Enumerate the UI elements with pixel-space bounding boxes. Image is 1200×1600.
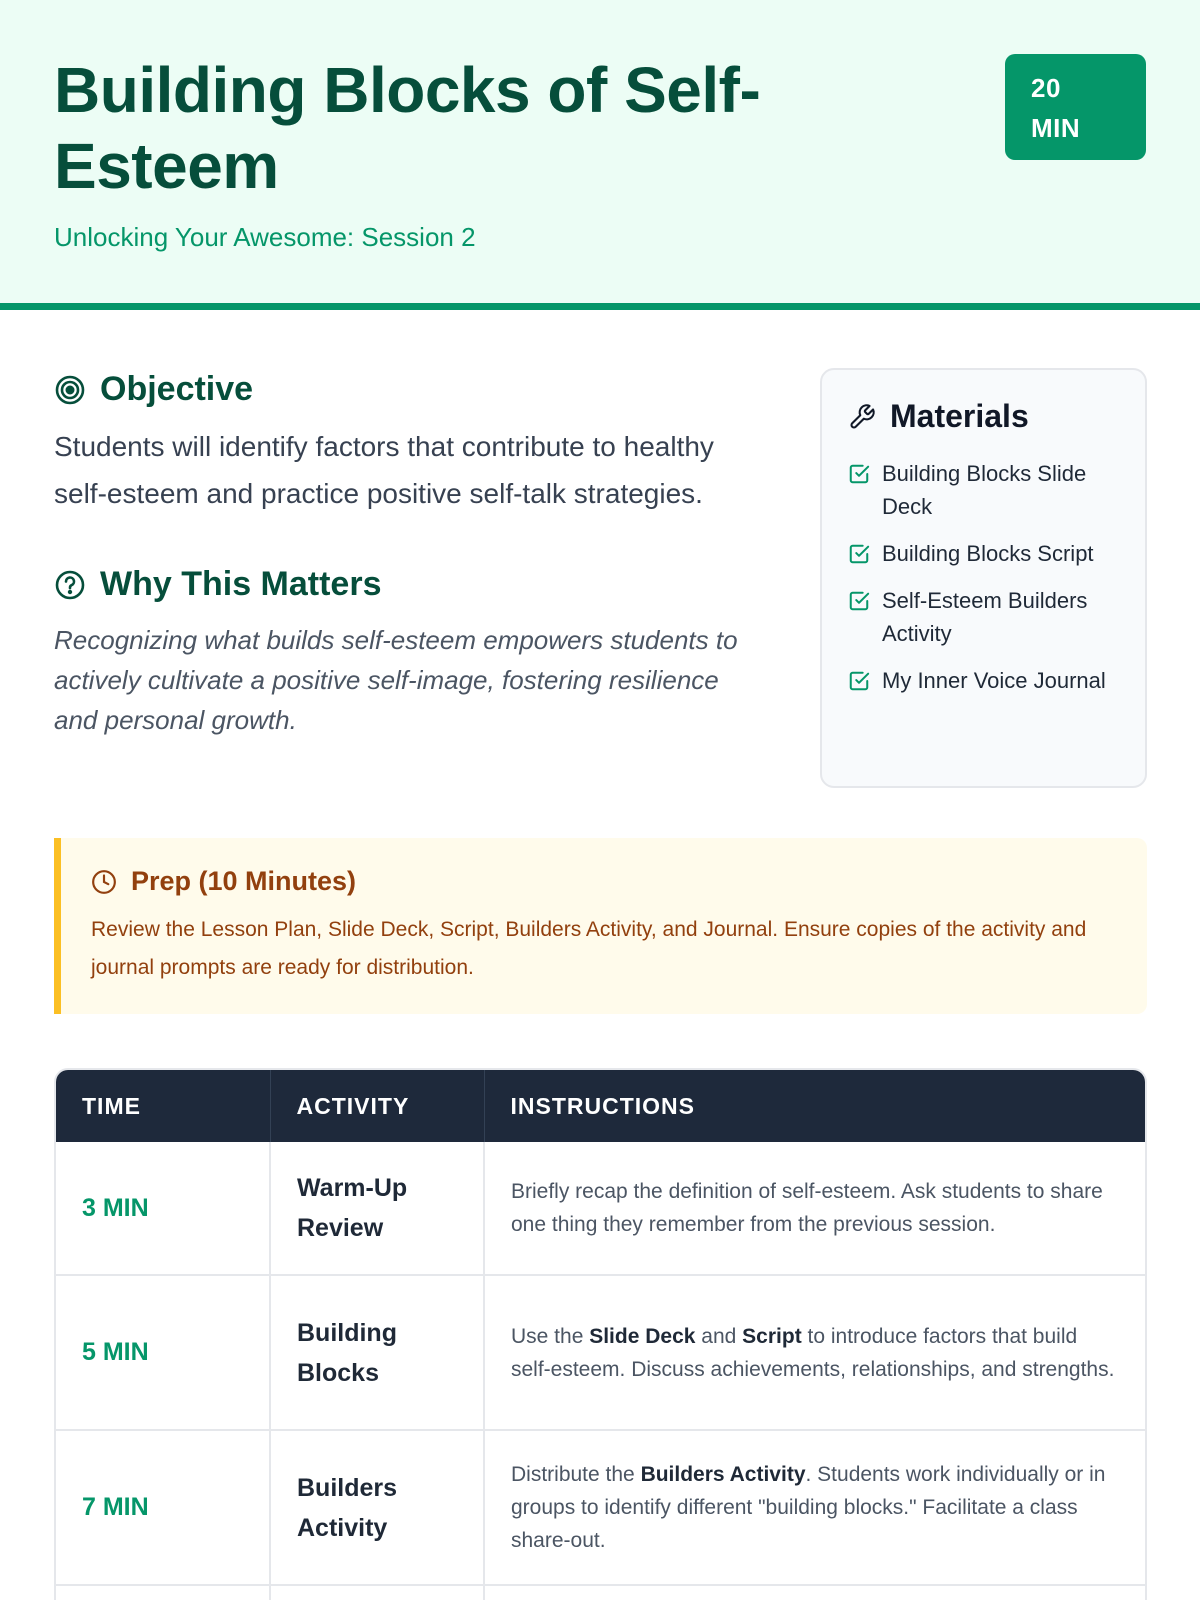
prep-heading-label: Prep (10 Minutes): [131, 866, 357, 896]
page-title: Building Blocks of Self-Esteem: [54, 54, 761, 202]
table-header-row: [56, 1070, 1145, 1142]
duration-badge: [1005, 54, 1146, 160]
material-item: [848, 584, 1119, 650]
time-cell: [56, 1585, 270, 1600]
materials-list: [848, 457, 1119, 697]
table-row: [56, 1585, 1145, 1600]
material-item: [848, 537, 1119, 570]
prep-callout: [54, 838, 1147, 1014]
table-row: [56, 1275, 1145, 1430]
activity-cell: Building Blocks: [270, 1275, 484, 1430]
checkbox-icon: [848, 590, 870, 612]
material-item: [848, 457, 1119, 523]
materials-card: [820, 368, 1147, 788]
target-icon: [54, 374, 86, 406]
instructions-cell: Use the Slide Deck and Script to introduce factors that build self-esteem. Discuss achievements, relationships, and strengths.: [484, 1275, 1145, 1430]
instruction-emphasis: Script: [742, 1324, 802, 1348]
checkbox-icon: [848, 543, 870, 565]
checkbox-icon: [848, 463, 870, 485]
materials-heading: [848, 398, 1119, 435]
instruction-emphasis: Builders Activity: [640, 1463, 806, 1486]
duration-unit: MIN: [1031, 113, 1081, 143]
column-header-instructions: INSTRUCTIONS: [484, 1070, 1145, 1142]
column-header-activity: ACTIVITY: [270, 1070, 484, 1142]
material-item-label: Building Blocks Script: [882, 541, 1094, 566]
time-cell: 7 MIN: [56, 1430, 270, 1585]
instructions-cell: Briefly recap the definition of self-esteem. Ask students to share one thing they remember from the previous session.: [484, 1142, 1145, 1275]
objective-text: Students will identify factors that contribute to healthy self-esteem and practice positive self-talk strategies.: [54, 431, 714, 509]
prep-text: Review the Lesson Plan, Slide Deck, Script, Builders Activity, and Journal. Ensure copies of the activity and journal prompts are ready for distribution.: [91, 918, 1087, 979]
activity-cell: Builders Activity: [270, 1430, 484, 1585]
overview-column: [54, 370, 754, 740]
column-header-time: TIME: [56, 1070, 270, 1142]
objective-heading-label: Objective: [100, 370, 254, 408]
material-item-label: My Inner Voice Journal: [882, 668, 1106, 693]
activity-cell: [270, 1585, 484, 1600]
clock-icon: [91, 869, 117, 895]
wrench-icon: [848, 403, 876, 431]
prep-heading: [91, 866, 1117, 897]
instruction-emphasis: Slide Deck: [589, 1324, 696, 1348]
lesson-header: [0, 0, 1200, 310]
instructions-cell: [484, 1585, 1145, 1600]
objective-heading: [54, 370, 754, 409]
duration-number: 20: [1031, 73, 1061, 103]
table-row: [56, 1142, 1145, 1275]
why-heading: [54, 565, 754, 604]
why-text: Recognizing what builds self-esteem empowers students to actively cultivate a positive self-image, fostering resilience and personal growth.: [54, 625, 738, 735]
time-cell: 3 MIN: [56, 1142, 270, 1275]
instructions-cell: Distribute the Builders Activity. Students work individually or in groups to identify different "building blocks." Facilitate a class share-out.: [484, 1430, 1145, 1585]
question-circle-icon: [54, 569, 86, 601]
material-item-label: Self-Esteem Builders Activity: [882, 588, 1088, 646]
material-item: [848, 664, 1119, 697]
page-subtitle: Unlocking Your Awesome: Session 2: [54, 222, 476, 252]
why-heading-label: Why This Matters: [100, 565, 382, 603]
checkbox-icon: [848, 670, 870, 692]
material-item-label: Building Blocks Slide Deck: [882, 461, 1087, 519]
table-row: [56, 1430, 1145, 1585]
schedule-table: [54, 1068, 1147, 1600]
activity-cell: Warm-Up Review: [270, 1142, 484, 1275]
materials-heading-label: Materials: [890, 398, 1029, 434]
time-cell: 5 MIN: [56, 1275, 270, 1430]
